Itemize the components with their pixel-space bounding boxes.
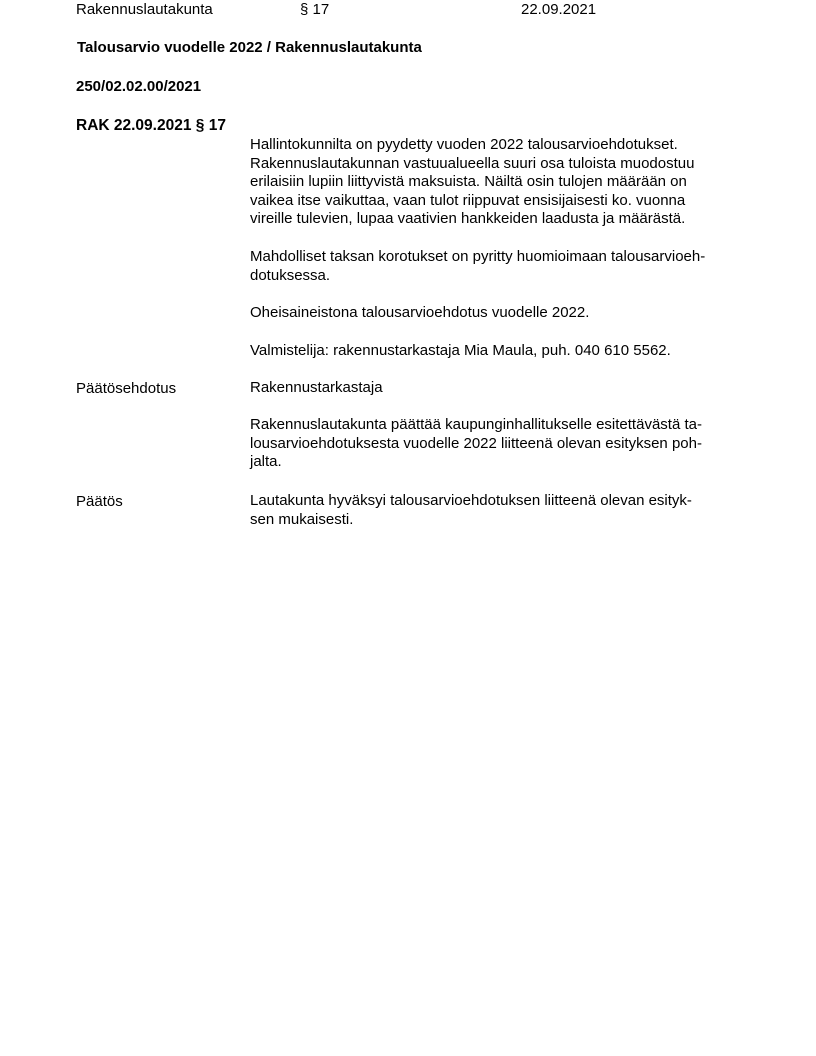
text-line: Valmistelija: rakennustarkastaja Mia Maula, puh. 040 610 5562.	[250, 342, 671, 359]
preparation-paragraph-3	[250, 304, 750, 323]
text-line: Rakennustarkastaja	[250, 379, 383, 396]
decision-text	[250, 492, 750, 529]
case-number: 250/02.02.00/2021	[76, 78, 202, 95]
text-line: dotuksessa.	[250, 266, 331, 284]
text-line: Oheisaineistona talousarvioehdotus vuodelle 2022.	[250, 304, 590, 321]
decision-label: Päätös	[76, 493, 123, 510]
text-line: Mahdolliset taksan korotukset on pyritty huomioimaan talousarvioeh-	[250, 248, 706, 265]
preparation-paragraph-1	[250, 136, 750, 229]
proposal-text	[250, 416, 750, 472]
header-date: 22.09.2021	[521, 1, 597, 18]
text-line: Rakennuslautakunta päättää kaupunginhallitukselle esitettävästä ta-	[250, 416, 702, 433]
text-line: Lautakunta hyväksyi talousarvioehdotuksen liitteenä olevan esityk-	[250, 492, 692, 509]
text-line: jalta.	[250, 453, 282, 470]
text-line: Rakennuslautakunnan vastuualueella suuri osa tuloista muodostuu	[250, 154, 695, 172]
header-section-number: § 17	[300, 1, 330, 18]
text-line: Hallintokunnilta on pyydetty vuoden 2022 talousarvioehdotukset.	[250, 136, 678, 153]
text-line: vireille tulevien, lupaa vaativien hankkeiden laadusta ja määrästä.	[250, 210, 686, 227]
preparer-info	[250, 342, 750, 361]
proposal-label: Päätösehdotus	[76, 380, 177, 397]
text-line: vaikea itse vaikuttaa, vaan tulot riippuvat ensisijaisesti ko. vuonna	[250, 191, 686, 209]
preparation-paragraph-2	[250, 248, 750, 285]
text-line: sen mukaisesti.	[250, 510, 354, 528]
text-line: lousarvioehdotuksesta vuodelle 2022 liitteenä olevan esityksen poh-	[250, 434, 702, 452]
header-board-name: Rakennuslautakunta	[76, 1, 213, 18]
proposal-proposer	[250, 379, 750, 398]
document-title: Talousarvio vuodelle 2022 / Rakennuslautakunta	[77, 39, 422, 56]
meeting-reference: RAK 22.09.2021 § 17	[76, 117, 226, 134]
text-line: erilaisiin lupiin liittyvistä maksuista. Näiltä osin tulojen määrään on	[250, 173, 687, 190]
